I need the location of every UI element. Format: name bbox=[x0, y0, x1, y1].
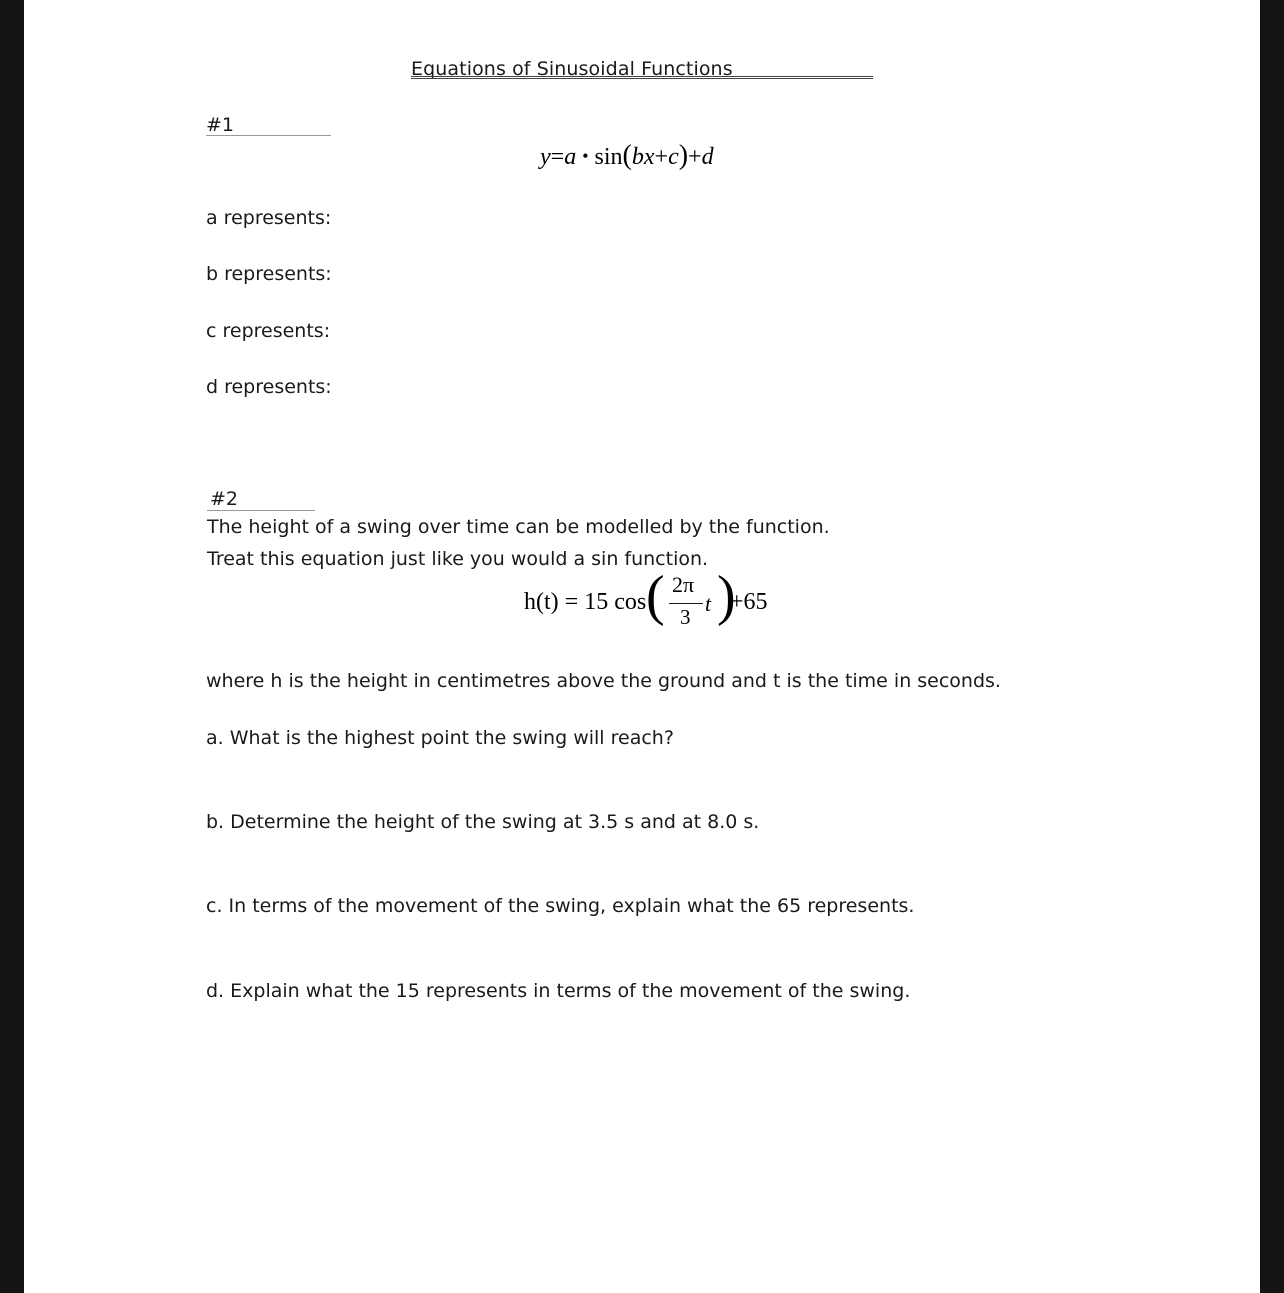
eq2-rhs: +65 bbox=[730, 589, 768, 615]
question-c: c. In terms of the movement of the swing, explain what the 65 represents. bbox=[206, 895, 915, 917]
eq-d: d bbox=[701, 144, 714, 170]
eq-plus-2: + bbox=[688, 144, 702, 170]
eq-b: b bbox=[631, 144, 644, 170]
eq2-right-paren: ) bbox=[717, 565, 736, 627]
section-1-rule bbox=[206, 135, 331, 136]
eq-open-paren: ( bbox=[622, 140, 632, 171]
page-title: Equations of Sinusoidal Functions bbox=[411, 58, 733, 80]
section-1-number: #1 bbox=[206, 114, 235, 136]
eq-x: x bbox=[643, 144, 655, 170]
eq2-fraction-denominator: 3 bbox=[680, 605, 691, 629]
a-represents-label: a represents: bbox=[206, 207, 332, 229]
eq-y: y bbox=[540, 144, 551, 170]
b-represents-label: b represents: bbox=[206, 263, 332, 285]
eq-equals: = bbox=[550, 144, 565, 170]
question-b: b. Determine the height of the swing at 3.5 s and at 8.0 s. bbox=[206, 811, 760, 833]
general-sine-equation bbox=[540, 140, 714, 172]
eq-dot: • bbox=[582, 146, 589, 166]
swing-intro-line-1: The height of a swing over time can be modelled by the function. bbox=[207, 516, 830, 538]
eq-plus-1: + bbox=[654, 144, 669, 170]
eq2-left-paren: ( bbox=[646, 565, 665, 627]
swing-intro-line-2: Treat this equation just like you would a sin function. bbox=[207, 548, 709, 570]
section-2-rule bbox=[207, 510, 315, 511]
c-represents-label: c represents: bbox=[206, 320, 331, 342]
eq-sin: sin bbox=[594, 144, 623, 170]
variable-definition: where h is the height in centimetres above the ground and t is the time in seconds. bbox=[206, 670, 1001, 692]
eq2-fraction-bar bbox=[669, 603, 703, 604]
document-page bbox=[24, 0, 1260, 1293]
question-a: a. What is the highest point the swing will reach? bbox=[206, 727, 674, 749]
d-represents-label: d represents: bbox=[206, 376, 332, 398]
eq2-t: t bbox=[705, 591, 712, 616]
title-underline bbox=[411, 76, 873, 79]
eq-a: a bbox=[564, 144, 577, 170]
question-d: d. Explain what the 15 represents in terms of the movement of the swing. bbox=[206, 980, 911, 1002]
eq2-lhs: h(t) = 15 cos bbox=[524, 589, 647, 615]
eq-close-paren: ) bbox=[678, 140, 689, 171]
section-2-number: #2 bbox=[210, 488, 239, 510]
eq2-fraction-numerator: 2π bbox=[672, 572, 695, 597]
eq-c: c bbox=[668, 144, 679, 170]
